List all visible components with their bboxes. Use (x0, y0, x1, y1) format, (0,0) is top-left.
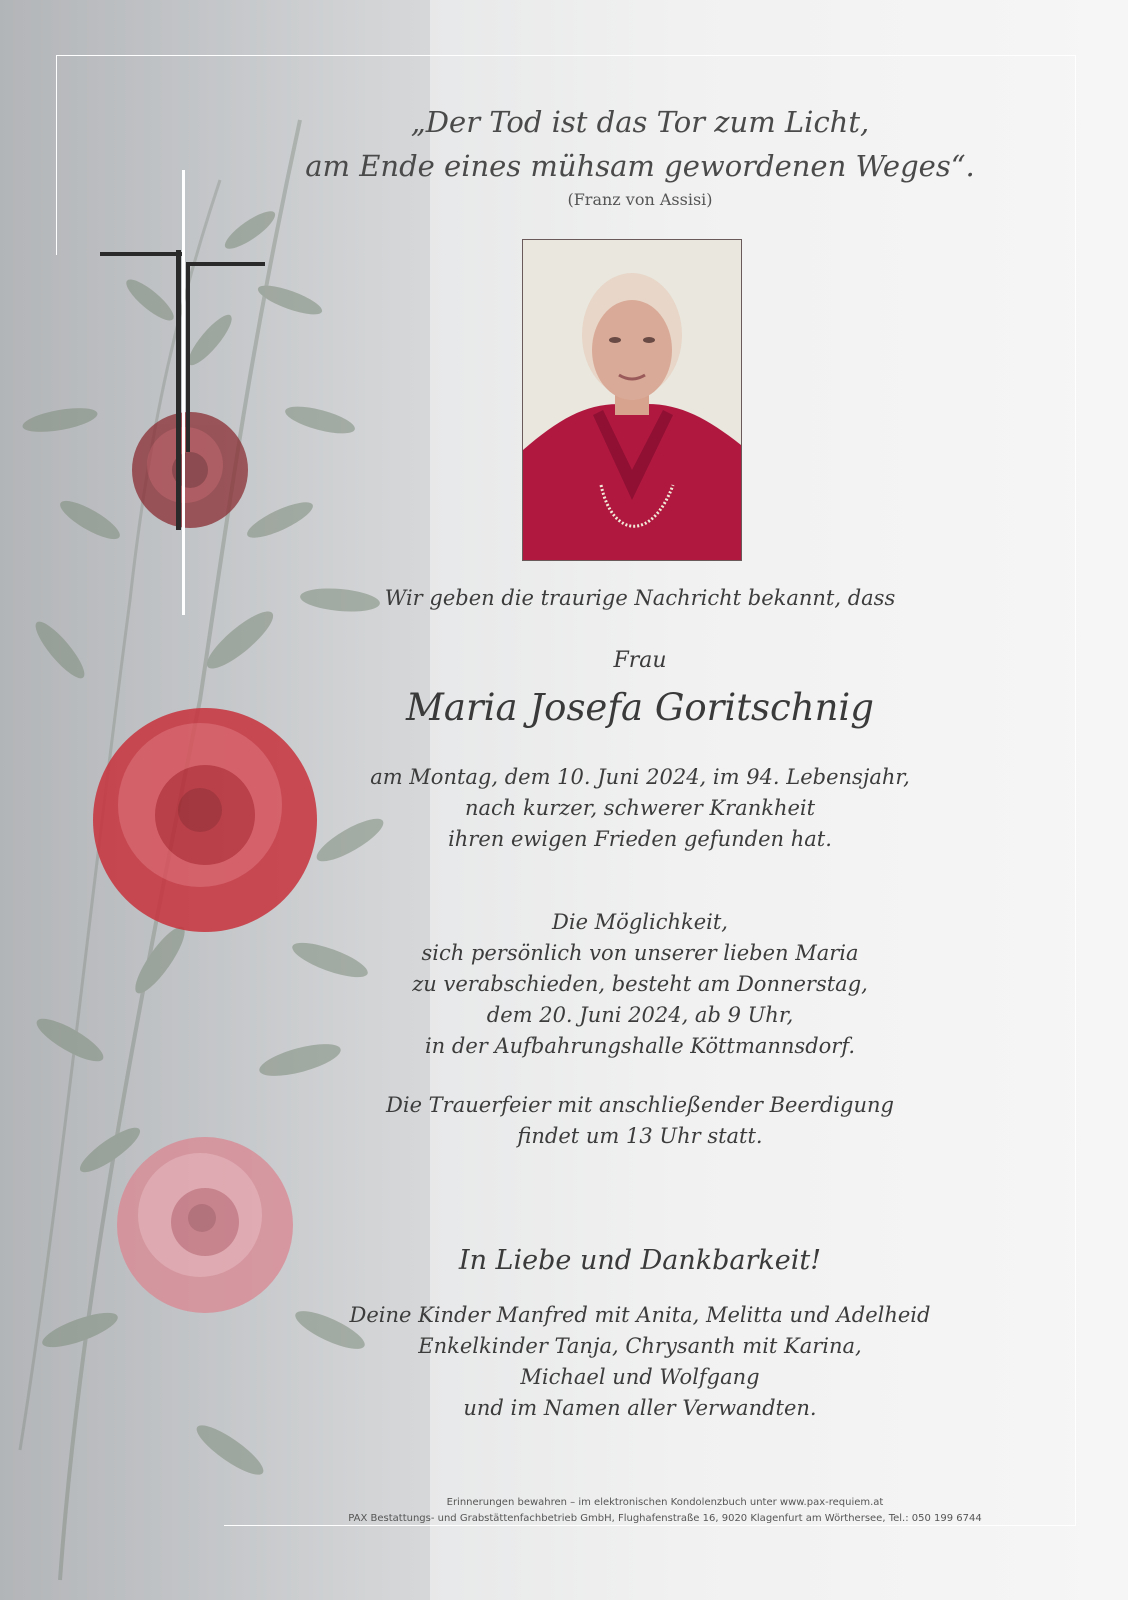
visitation-info (250, 907, 1030, 1062)
text-line: sich persönlich von unserer lieben Maria (421, 941, 859, 965)
text-line: dem 20. Juni 2024, ab 9 Uhr, (486, 1003, 794, 1027)
text-line: Michael und Wolfgang (520, 1365, 760, 1389)
rose-pink (117, 1137, 293, 1313)
closing-phrase: In Liebe und Dankbarkeit! (458, 1245, 822, 1276)
family-list (250, 1300, 1030, 1424)
footer (280, 1495, 1050, 1527)
motto-quote (250, 100, 1030, 188)
intro-text: Wir geben die traurige Nachricht bekannt, dass (384, 586, 896, 610)
text-line: Enkelkinder Tanja, Chrysanth mit Karina, (418, 1334, 862, 1358)
footer-company-line: PAX Bestattungs- und Grabstättenfachbetrieb GmbH, Flughafenstraße 16, 9020 Klagenfurt am Wörthersee, Tel.: 050 199 6744 (348, 1513, 982, 1524)
text-line: Die Trauerfeier mit anschließender Beerdigung (386, 1093, 894, 1117)
text-line: Deine Kinder Manfred mit Anita, Melitta und Adelheid (349, 1303, 931, 1327)
portrait-photo (522, 239, 742, 561)
frame-left-line (56, 55, 57, 255)
motto-line: am Ende eines mühsam gewordenen Weges“. (305, 149, 975, 183)
text-line: am Montag, dem 10. Juni 2024, im 94. Lebensjahr, (370, 765, 910, 789)
text-line: nach kurzer, schwerer Krankheit (464, 796, 816, 820)
text-line: findet um 13 Uhr statt. (517, 1124, 763, 1148)
salutation: Frau (613, 648, 667, 673)
text-line: ihren ewigen Frieden gefunden hat. (448, 827, 832, 851)
deceased-name: Maria Josefa Goritschnig (406, 686, 874, 729)
motto-source: (Franz von Assisi) (567, 190, 713, 209)
text-line: Die Möglichkeit, (552, 910, 728, 934)
text-line: in der Aufbahrungshalle Köttmannsdorf. (424, 1034, 856, 1058)
motto-line: „Der Tod ist das Tor zum Licht, (410, 105, 870, 139)
frame-top-line (56, 55, 1076, 56)
death-announcement (250, 762, 1030, 855)
footer-condolence-line: Erinnerungen bewahren – im elektronischen Kondolenzbuch unter www.pax-requiem.at (446, 1497, 884, 1508)
text-line: und im Namen aller Verwandten. (463, 1396, 817, 1420)
funeral-info (250, 1090, 1030, 1152)
frame-right-line (1075, 55, 1076, 1525)
cross-icon (100, 170, 265, 615)
text-line: zu verabschieden, besteht am Donnerstag, (412, 972, 868, 996)
